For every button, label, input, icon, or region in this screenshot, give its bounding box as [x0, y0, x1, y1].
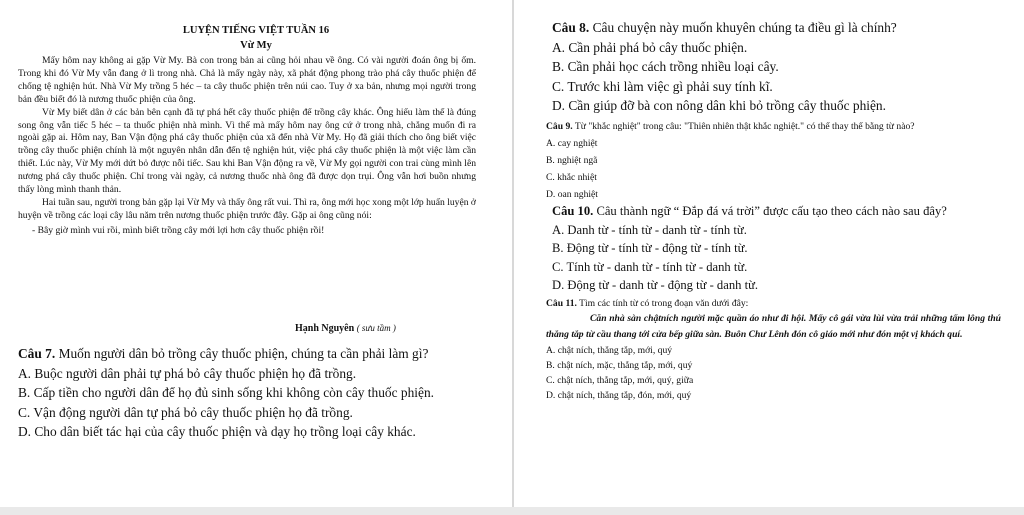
question-10-option-d: D. Động từ - danh từ - động từ - danh từ. [552, 278, 759, 293]
author-note: ( sưu tầm ) [356, 323, 396, 333]
right-page [514, 0, 1024, 515]
story-title: Vừ My [240, 40, 272, 51]
question-7-label: Câu 7. [18, 346, 56, 361]
question-8-option-c: C. Trước khi làm việc gì phải suy tính kĩ. [552, 78, 773, 94]
question-8-option-b: B. Cần phải học cách trồng nhiều loại cây. [552, 59, 779, 75]
question-8-option-a: A. Cần phải phá bỏ cây thuốc phiện. [552, 39, 748, 55]
question-10-title [552, 202, 947, 221]
question-11-text: Tìm các tính từ có trong đoạn văn dưới đây: [576, 298, 749, 309]
story-author [295, 323, 396, 334]
question-7-option-a: A. Buộc người dân phải tự phá bỏ cây thuốc phiện họ đã trồng. [18, 365, 357, 381]
story-quote: - Bây giờ mình vui rồi, mình biết trồng cây mới lợi hơn cây thuốc phiện rồi! [32, 224, 325, 236]
story-text [18, 55, 476, 238]
question-9-option-a: A. cay nghiệt [546, 138, 598, 149]
question-7-option-d: D. Cho dân biết tác hại của cây thuốc phiện và dạy họ trồng loại cây khác. [18, 424, 416, 440]
question-10-text: Câu thành ngữ “ Đắp đá vá trời” được cấu tạo theo cách nào sau đây? [593, 204, 947, 218]
story-paragraph: Mấy hôm nay không ai gặp Vừ My. Bà con trong bản ai cũng hỏi nhau về ông. Có vài người đoán ông bị ốm. Trong khi đó Vừ My vẫn đang ở lì trong nhà. Chả là mấy ngày này, xã phát động phong trào phá cây thuốc phiện để chống tệ nghiện hút. Nhà Vừ My trồng 5 héc – ta cây thuốc phiện trên núi cao. Tuy ở xa bản, nhưng mọi người trong bản đều biết đó là nương thuốc phiện của ông. [18, 55, 476, 105]
question-8-title [552, 18, 897, 38]
question-11-label: Câu 11. [546, 298, 577, 309]
question-9-option-c: C. khắc nhiệt [546, 172, 597, 183]
question-8-label: Câu 8. [552, 20, 590, 35]
question-11-title [546, 296, 1001, 311]
worksheet-title: LUYỆN TIẾNG VIỆT TUẦN 16 [182, 25, 330, 36]
question-8-option-d: D. Cần giúp đỡ bà con nông dân khi bỏ trồng cây thuốc phiện. [552, 98, 886, 114]
question-9-option-b: B. nghiệt ngã [546, 155, 598, 166]
story-paragraph: Hai tuần sau, người trong bản gặp lại Vừ My và thấy ông rất vui. Thì ra, ông mới học xong một lớp huấn luyện ở huyện về trồng các loại cây lâu năm trên nương thuốc phiện trước đây. Gặp ai ông cũng nói: [18, 196, 476, 221]
question-10-option-a: A. Danh từ - tính từ - danh từ - tính từ. [552, 222, 747, 237]
question-10-option-c: C. Tính từ - danh từ - tính từ - danh từ. [552, 259, 748, 274]
question-8-text: Câu chuyện này muốn khuyên chúng ta điều gì là chính? [589, 20, 897, 35]
question-11-option-c: C. chật ních, thẳng tắp, mới, quý, giữa [546, 375, 694, 386]
question-8 [552, 18, 897, 116]
story-paragraph: Vừ My biết dân ở các bản bên cạnh đã tự phá hết cây thuốc phiện để trồng cây khác. Ông hiểu làm thế là đúng song ông vẫn tiếc 5 héc – ta thuốc phiện nhà mình. Vì thế mà mấy hôm nay ông cứ ở trong nhà, chẳng muốn đi ra ngoài gặp ai. Hôm nay, Ban Vận động phá cây thuốc phiện của xã đến nhà Vừ My. Họ đã giải thích cho ông biết việc trồng cây thuốc phiện chính là một nguyên nhân dẫn đến tệ nghiện hút, việc phá cây thuốc phiện là một việc làm cần thiết. Lúc này, Vừ My mới dứt bỏ được nỗi tiếc. Sau khi Ban Vận động ra về, Vừ My gọi người con trai cùng mình lên nương phá cây thuốc phiện. Chỉ trong vài ngày, cả nương thuốc nhà ông đã được dọn trụi. Ông vẫn hơi buồn nhưng thấy lòng mình thanh thản. [18, 106, 476, 196]
question-9-label: Câu 9. [546, 121, 573, 132]
question-7 [18, 344, 434, 442]
question-11-option-b: B. chật ních, mặc, thẳng tắp, mới, quý [546, 360, 693, 371]
question-11-option-d: D. chật ních, thẳng tắp, đón, mới, quý [546, 390, 692, 401]
question-10 [552, 202, 947, 295]
question-9-option-d: D. oan nghiệt [546, 189, 598, 200]
question-10-option-b: B. Động từ - tính từ - động từ - tính từ. [552, 241, 748, 256]
question-7-text: Muốn người dân bỏ trồng cây thuốc phiện, chúng ta cần phải làm gì? [55, 346, 429, 361]
question-7-option-c: C. Vận động người dân tự phá bỏ cây thuốc phiện họ đã trồng. [18, 404, 353, 420]
bottom-edge [0, 507, 1024, 515]
author-name: Hạnh Nguyên [295, 323, 355, 334]
question-9-title [546, 118, 915, 135]
question-10-label: Câu 10. [552, 204, 594, 218]
question-7-option-b: B. Cấp tiền cho người dân để họ đủ sinh sống khi không còn cây thuốc phiện. [18, 385, 434, 401]
question-11 [546, 296, 1001, 403]
question-9 [546, 118, 915, 203]
question-7-title [18, 344, 434, 364]
question-11-option-a: A. chật ních, thẳng tắp, mới, quý [546, 345, 673, 356]
question-11-passage: Căn nhà sàn chậtních người mặc quần áo như đi hội. Mấy cô gái vừa lùi vừa trải những tấm lông thú thẳng tắp từ cầu thang tới cửa bếp giữa sàn. Buôn Chư Lênh đón cô giáo mới như đón một vị khách quí. [546, 313, 1001, 340]
question-9-text: Từ "khắc nghiệt" trong câu: "Thiên nhiên thật khắc nghiệt." có thể thay thế bằng từ nào? [572, 121, 915, 132]
